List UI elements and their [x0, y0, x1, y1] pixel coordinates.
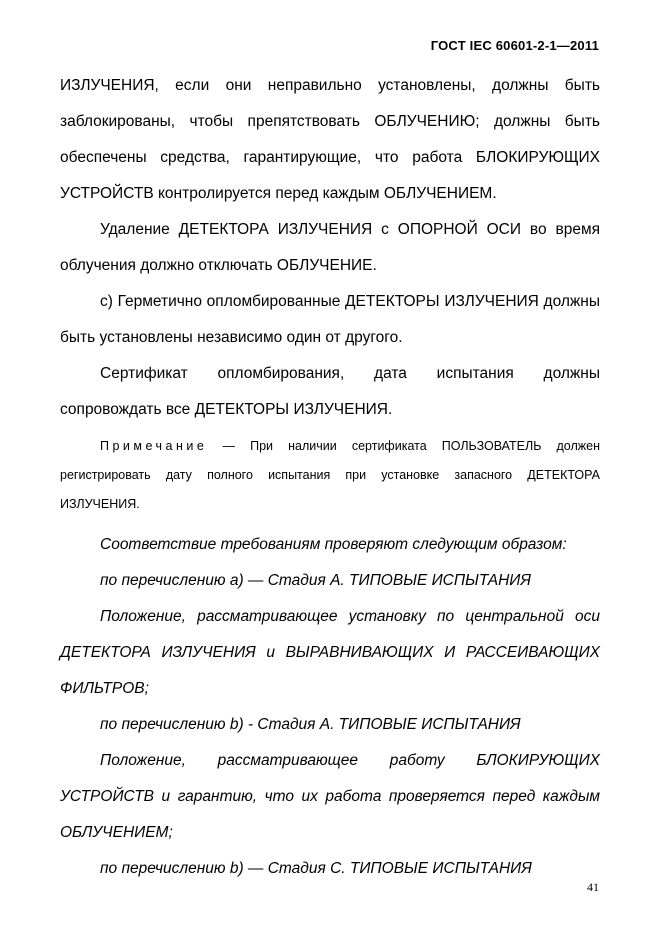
- compliance-item-b-description: Положение, рассматривающее работу БЛОКИРУЮЩИХ УСТРОЙСТВ и гарантию, что их работа проверяется перед каждым ОБЛУЧЕНИЕМ;: [60, 752, 600, 841]
- compliance-item-b-stage-a: по перечислению b) - Стадия А. ТИПОВЫЕ ИСПЫТАНИЯ: [100, 716, 521, 733]
- note-label: Примечание: [100, 439, 208, 453]
- compliance-item-a: по перечислению a) — Стадия А. ТИПОВЫЕ ИСПЫТАНИЯ: [100, 572, 531, 589]
- document-header: ГОСТ IEC 60601-2-1—2011: [430, 38, 599, 53]
- note: [60, 432, 600, 519]
- note-text: — При наличии сертификата ПОЛЬЗОВАТЕЛЬ должен регистрировать дату полного испытания при установке запасного ДЕТЕКТОРА ИЗЛУЧЕНИЯ.: [60, 439, 600, 511]
- paragraph-detector-removal: Удаление ДЕТЕКТОРА ИЗЛУЧЕНИЯ с ОПОРНОЙ ОСИ во время облучения должно отключать ОБЛУЧЕНИЕ.: [60, 221, 600, 274]
- compliance-item-b-stage-c: по перечислению b) — Стадия С. ТИПОВЫЕ ИСПЫТАНИЯ: [100, 860, 532, 877]
- compliance-intro: Соответствие требованиям проверяют следующим образом:: [100, 536, 567, 553]
- document-body: [60, 68, 600, 887]
- paragraph-certificate: Сертификат опломбирования, дата испытания должны сопровождать все ДЕТЕКТОРЫ ИЗЛУЧЕНИЯ.: [60, 365, 600, 418]
- compliance-item-a-description: Положение, рассматривающее установку по центральной оси ДЕТЕКТОРА ИЗЛУЧЕНИЯ и ВЫРАВНИВАЮЩИХ И РАССЕИВАЮЩИХ ФИЛЬТРОВ;: [60, 608, 600, 697]
- paragraph-interlock-continuation: ИЗЛУЧЕНИЯ, если они неправильно установлены, должны быть заблокированы, чтобы препятствовать ОБЛУЧЕНИЮ; должны быть обеспечены средства, гарантирующие, что работа БЛОКИРУЮЩИХ УСТРОЙСТВ контролируется перед каждым ОБЛУЧЕНИЕМ.: [60, 77, 600, 202]
- page-number: 41: [587, 880, 599, 894]
- paragraph-item-c: c) Герметично опломбированные ДЕТЕКТОРЫ ИЗЛУЧЕНИЯ должны быть установлены независимо один от другого.: [60, 293, 600, 346]
